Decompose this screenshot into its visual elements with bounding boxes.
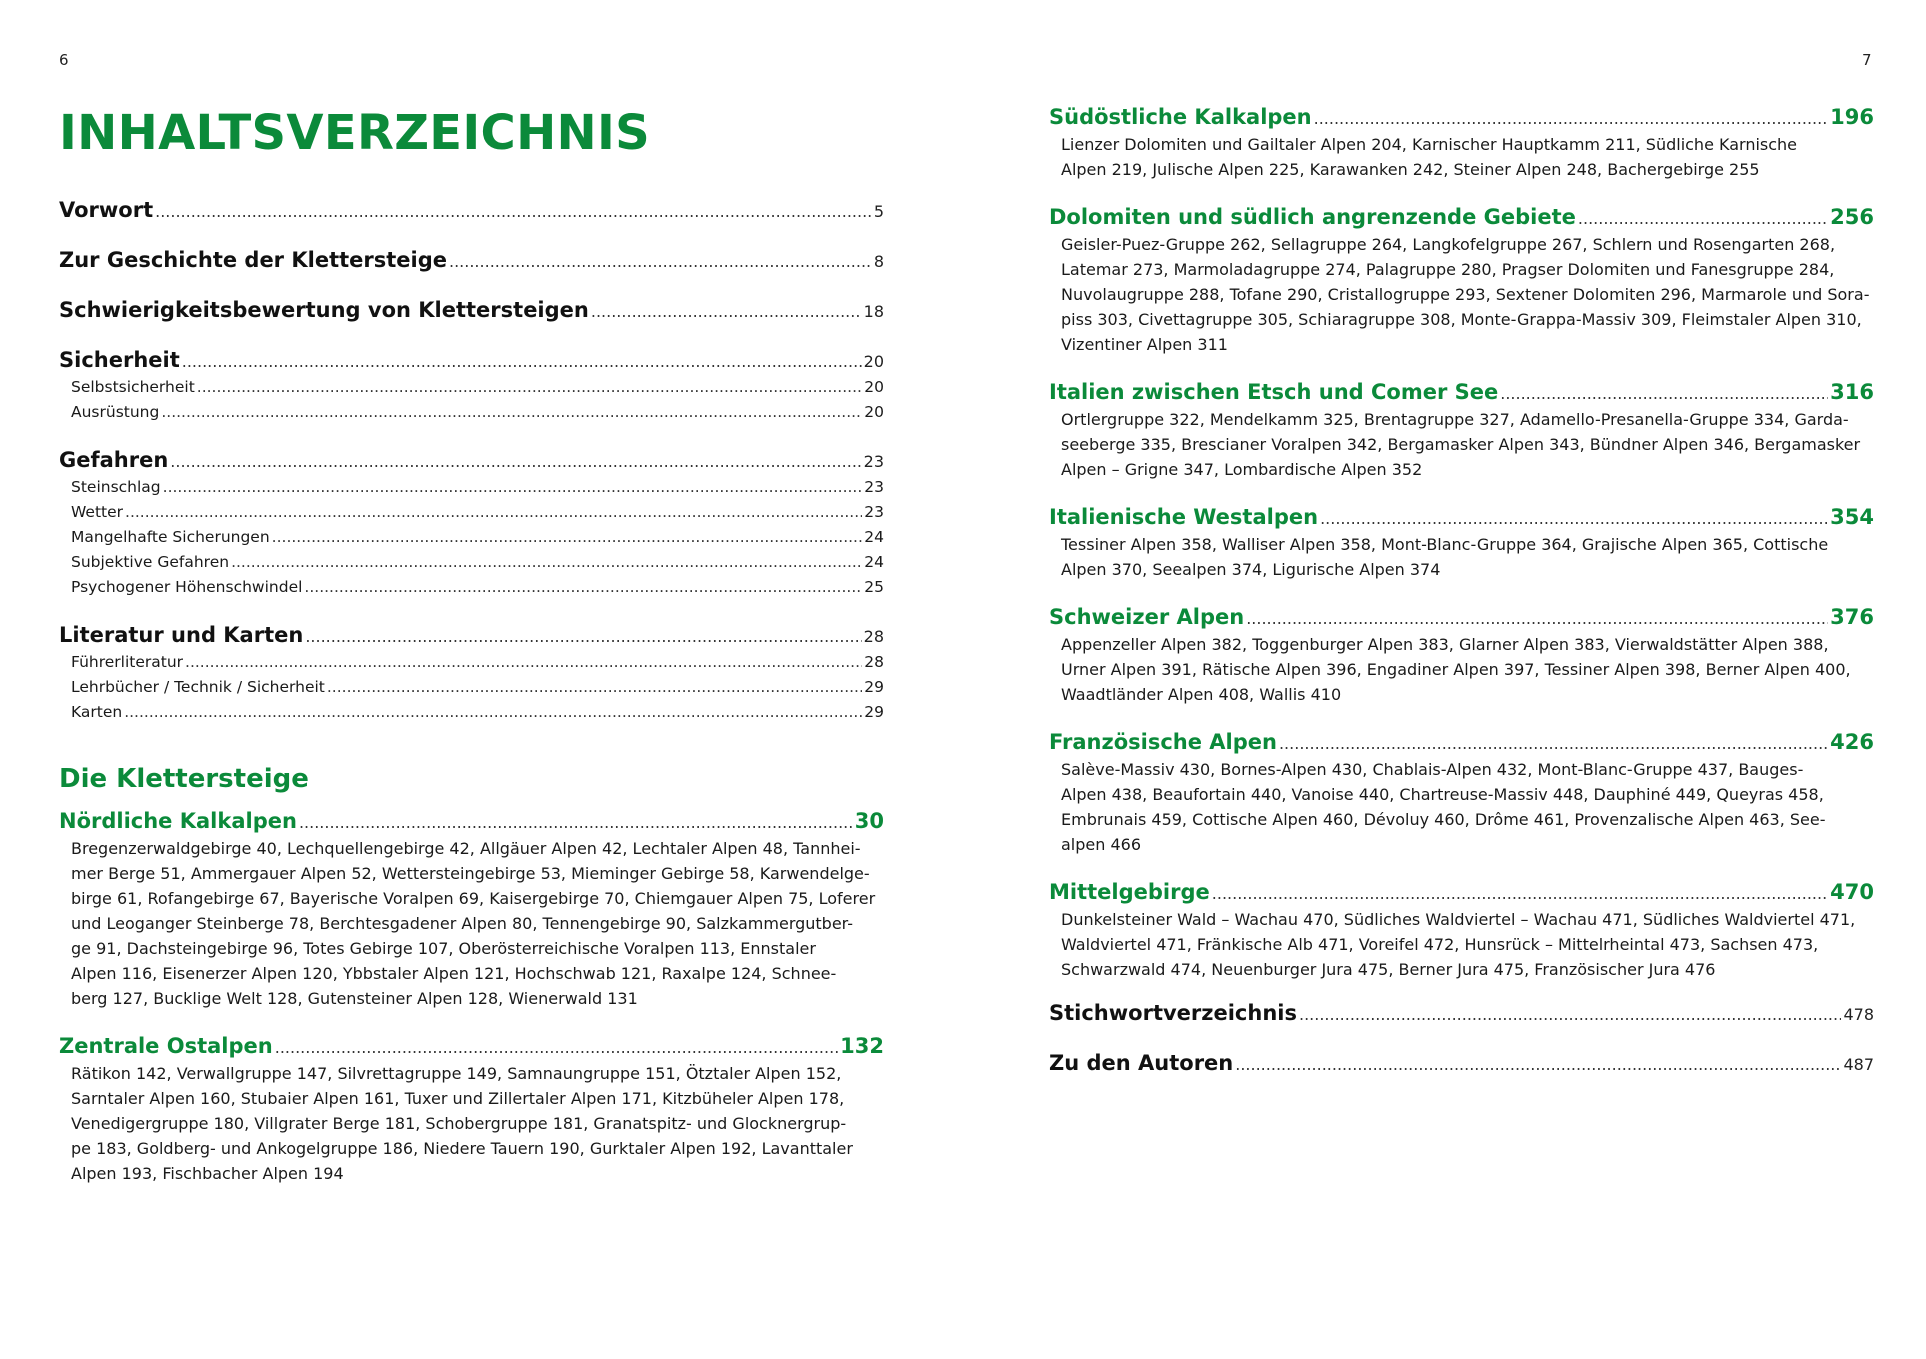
- right-page-toc: [1049, 102, 1874, 1078]
- entry-label: Südöstliche Kalkalpen: [1049, 105, 1312, 129]
- dot-leader: [449, 247, 872, 275]
- entry-label: Mangelhafte Sicherungen: [71, 528, 270, 546]
- dot-leader: [231, 550, 862, 575]
- dot-leader: [1320, 504, 1828, 532]
- section-entry[interactable]: [1049, 602, 1874, 632]
- dot-leader: [182, 347, 862, 375]
- region-list-line: Tessiner Alpen 358, Walliser Alpen 358, Mont-Blanc-Gruppe 364, Grajische Alpen 365, Cottische: [1061, 535, 1829, 554]
- entry-page-number: 23: [864, 503, 884, 521]
- toc-entry[interactable]: [1049, 1048, 1874, 1078]
- entry-label: Gefahren: [59, 448, 169, 472]
- section-title: Die Klettersteige: [59, 764, 309, 794]
- entry-page-number: 256: [1830, 205, 1874, 229]
- toc-subentry[interactable]: [59, 375, 884, 400]
- region-list: [1049, 532, 1874, 582]
- entry-label: Karten: [71, 703, 123, 721]
- region-list-line: Embrunais 459, Cottische Alpen 460, Dévoluy 460, Drôme 461, Provenzalische Alpen 463, See-: [1061, 810, 1826, 829]
- region-list-line: Alpen 116, Eisenerzer Alpen 120, Ybbstaler Alpen 121, Hochschwab 121, Raxalpe 124, Schnee-: [71, 964, 837, 983]
- toc-entry[interactable]: [1049, 998, 1874, 1028]
- region-list-line: Bregenzerwaldgebirge 40, Lechquellengebirge 42, Allgäuer Alpen 42, Lechtaler Alpen 48, Tannhei-: [71, 839, 861, 858]
- entry-label: Italienische Westalpen: [1049, 505, 1319, 529]
- entry-page-number: 30: [854, 809, 884, 833]
- region-list-line: Ortlergruppe 322, Mendelkamm 325, Brentagruppe 327, Adamello-Presanella-Gruppe 334, Garda-: [1061, 410, 1849, 429]
- entry-page-number: 25: [864, 578, 884, 596]
- entry-label: Zentrale Ostalpen: [59, 1034, 273, 1058]
- section-entry[interactable]: [59, 806, 884, 836]
- region-list-line: Waldviertel 471, Fränkische Alb 471, Voreifel 472, Hunsrück – Mittelrheintal 473, Sachsen 473,: [1061, 935, 1819, 954]
- dot-leader: [1279, 729, 1828, 757]
- entry-page-number: 426: [1830, 730, 1874, 754]
- entry-page-number: 354: [1830, 505, 1874, 529]
- entry-label: Mittelgebirge: [1049, 880, 1210, 904]
- entry-label: Dolomiten und südlich angrenzende Gebiete: [1049, 205, 1576, 229]
- entry-label: Schweizer Alpen: [1049, 605, 1245, 629]
- left-page-toc: [59, 98, 884, 1186]
- toc-subentry[interactable]: [59, 675, 884, 700]
- toc-subentry[interactable]: [59, 500, 884, 525]
- entry-label: Vorwort: [59, 198, 154, 222]
- region-list: [1049, 407, 1874, 482]
- region-list-line: Schwarzwald 474, Neuenburger Jura 475, Berner Jura 475, Französischer Jura 476: [1061, 960, 1716, 979]
- region-list-line: Rätikon 142, Verwallgruppe 147, Silvrettagruppe 149, Samnaungruppe 151, Ötztaler Alpen 152,: [71, 1064, 842, 1083]
- dot-leader: [1314, 104, 1829, 132]
- dot-leader: [272, 525, 863, 550]
- toc-entry[interactable]: [59, 295, 884, 325]
- entry-page-number: 316: [1830, 380, 1874, 404]
- region-list-line: Appenzeller Alpen 382, Toggenburger Alpen 383, Glarner Alpen 383, Vierwaldstätter Alpen 388,: [1061, 635, 1829, 654]
- dot-leader: [1246, 604, 1828, 632]
- region-list-line: pe 183, Goldberg- und Ankogelgruppe 186, Niedere Tauern 190, Gurktaler Alpen 192, Lavanttaler: [71, 1139, 853, 1158]
- entry-label: Literatur und Karten: [59, 623, 304, 647]
- dot-leader: [161, 400, 862, 425]
- entry-page-number: 23: [864, 478, 884, 496]
- entry-page-number: 20: [864, 403, 884, 421]
- entry-label: Steinschlag: [71, 478, 161, 496]
- entry-label: Sicherheit: [59, 348, 180, 372]
- toc-entry[interactable]: [59, 620, 884, 650]
- general-entries: [59, 195, 884, 725]
- dot-leader: [163, 475, 863, 500]
- page-number-left: 6: [59, 51, 69, 69]
- dot-leader: [304, 575, 862, 600]
- region-list-line: Geisler-Puez-Gruppe 262, Sellagruppe 264, Langkofelgruppe 267, Schlern und Rosengarten 268,: [1061, 235, 1836, 254]
- region-list-line: Alpen 370, Seealpen 374, Ligurische Alpen 374: [1061, 560, 1441, 579]
- region-list: [59, 1061, 884, 1186]
- toc-title: INHALTSVERZEICHNIS: [59, 105, 651, 161]
- toc-entry[interactable]: [59, 245, 884, 275]
- entry-page-number: 29: [864, 703, 884, 721]
- section-entry[interactable]: [1049, 377, 1874, 407]
- entry-page-number: 18: [863, 302, 884, 321]
- toc-subentry[interactable]: [59, 700, 884, 725]
- region-list-line: Venedigergruppe 180, Villgrater Berge 181, Schobergruppe 181, Granatspitz- und Glocknergrup-: [71, 1114, 847, 1133]
- region-list-line: Sarntaler Alpen 160, Stubaier Alpen 161, Tuxer und Zillertaler Alpen 171, Kitzbüheler Alpen 178,: [71, 1089, 845, 1108]
- dot-leader: [305, 622, 861, 650]
- entry-label: Schwierigkeitsbewertung von Klettersteigen: [59, 298, 589, 322]
- entry-page-number: 5: [873, 202, 884, 221]
- region-list-line: Waadtländer Alpen 408, Wallis 410: [1061, 685, 1342, 704]
- entry-label: Lehrbücher / Technik / Sicherheit: [71, 678, 325, 696]
- entry-page-number: 28: [864, 653, 884, 671]
- entry-page-number: 478: [1843, 1005, 1874, 1024]
- toc-subentry[interactable]: [59, 575, 884, 600]
- dot-leader: [1212, 879, 1828, 907]
- entry-page-number: 8: [873, 252, 884, 271]
- entry-label: Subjektive Gefahren: [71, 553, 230, 571]
- region-list-line: Lienzer Dolomiten und Gailtaler Alpen 204, Karnischer Hauptkamm 211, Südliche Karnische: [1061, 135, 1798, 154]
- section-entry[interactable]: [59, 1031, 884, 1061]
- dot-leader: [1299, 1000, 1841, 1028]
- entry-page-number: 132: [840, 1034, 884, 1058]
- dot-leader: [125, 500, 862, 525]
- entry-label: Italien zwischen Etsch und Comer See: [1049, 380, 1499, 404]
- region-list-line: Alpen – Grigne 347, Lombardische Alpen 352: [1061, 460, 1423, 479]
- toc-subentry[interactable]: [59, 550, 884, 575]
- entry-label: Psychogener Höhenschwindel: [71, 578, 303, 596]
- dot-leader: [170, 447, 861, 475]
- region-list-line: Vizentiner Alpen 311: [1061, 335, 1228, 354]
- region-list: [1049, 232, 1874, 357]
- dot-leader: [591, 297, 862, 325]
- entry-label: Französische Alpen: [1049, 730, 1277, 754]
- entry-page-number: 28: [863, 627, 884, 646]
- region-list-line: Alpen 438, Beaufortain 440, Vanoise 440, Chartreuse-Massiv 448, Dauphiné 449, Queyras 458,: [1061, 785, 1824, 804]
- section-entry[interactable]: [1049, 202, 1874, 232]
- region-list-line: seeberge 335, Brescianer Voralpen 342, Bergamasker Alpen 343, Bündner Alpen 346, Bergamasker: [1061, 435, 1861, 454]
- entry-page-number: 20: [864, 378, 884, 396]
- dot-leader: [124, 700, 862, 725]
- section-entry[interactable]: [1049, 877, 1874, 907]
- toc-subentry[interactable]: [59, 475, 884, 500]
- entry-page-number: 24: [864, 528, 884, 546]
- dot-leader: [197, 375, 862, 400]
- dot-leader: [1500, 379, 1828, 407]
- region-list-line: Alpen 219, Julische Alpen 225, Karawanken 242, Steiner Alpen 248, Bachergebirge 255: [1061, 160, 1760, 179]
- section-entry[interactable]: [1049, 727, 1874, 757]
- toc-entry[interactable]: [59, 445, 884, 475]
- region-list-line: Urner Alpen 391, Rätische Alpen 396, Engadiner Alpen 397, Tessiner Alpen 398, Berner Alpen 400,: [1061, 660, 1851, 679]
- region-list-line: Alpen 193, Fischbacher Alpen 194: [71, 1164, 344, 1183]
- entry-page-number: 196: [1830, 105, 1874, 129]
- dot-leader: [155, 197, 872, 225]
- region-list-line: Nuvolaugruppe 288, Tofane 290, Cristallogruppe 293, Sextener Dolomiten 296, Marmarole und Sora-: [1061, 285, 1870, 304]
- region-list-line: Dunkelsteiner Wald – Wachau 470, Südliches Waldviertel – Wachau 471, Südliches Waldviertel 471,: [1061, 910, 1856, 929]
- region-list: [59, 836, 884, 1011]
- region-list-line: Salève-Massiv 430, Bornes-Alpen 430, Chablais-Alpen 432, Mont-Blanc-Gruppe 437, Bauges-: [1061, 760, 1804, 779]
- region-list-line: piss 303, Civettagruppe 305, Schiaragruppe 308, Monte-Grappa-Massiv 309, Fleimstaler Alpen 310,: [1061, 310, 1862, 329]
- entry-page-number: 487: [1843, 1055, 1874, 1074]
- toc-subentry[interactable]: [59, 650, 884, 675]
- toc-subentry[interactable]: [59, 400, 884, 425]
- dot-leader: [275, 1033, 838, 1061]
- entry-page-number: 24: [864, 553, 884, 571]
- left-region-sections: [59, 806, 884, 1186]
- dot-leader: [1578, 204, 1828, 232]
- dot-leader: [185, 650, 862, 675]
- region-list: [1049, 757, 1874, 857]
- region-list: [1049, 132, 1874, 182]
- dot-leader: [327, 675, 862, 700]
- region-list-line: birge 61, Rofangebirge 67, Bayerische Voralpen 69, Kaisergebirge 70, Chiemgauer Alpen 75, Loferer: [71, 889, 876, 908]
- toc-entry[interactable]: [59, 195, 884, 225]
- entry-label: Zur Geschichte der Klettersteige: [59, 248, 447, 272]
- entry-label: Nördliche Kalkalpen: [59, 809, 297, 833]
- region-list-line: und Leoganger Steinberge 78, Berchtesgadener Alpen 80, Tennengebirge 90, Salzkammergutber-: [71, 914, 854, 933]
- entry-page-number: 23: [863, 452, 884, 471]
- region-list: [1049, 632, 1874, 707]
- appendix-entries: [1049, 998, 1874, 1078]
- entry-page-number: 20: [863, 352, 884, 371]
- right-region-sections: [1049, 102, 1874, 982]
- entry-label: Führerliteratur: [71, 653, 184, 671]
- page-number-right: 7: [1862, 51, 1872, 69]
- entry-label: Selbstsicherheit: [71, 378, 195, 396]
- entry-page-number: 376: [1830, 605, 1874, 629]
- region-list: [1049, 907, 1874, 982]
- entry-page-number: 29: [864, 678, 884, 696]
- dot-leader: [299, 808, 853, 836]
- region-list-line: Latemar 273, Marmoladagruppe 274, Palagruppe 280, Pragser Dolomiten und Fanesgruppe 284,: [1061, 260, 1835, 279]
- region-list-line: alpen 466: [1061, 835, 1142, 854]
- entry-label: Zu den Autoren: [1049, 1051, 1234, 1075]
- dot-leader: [1235, 1050, 1841, 1078]
- region-list-line: ge 91, Dachsteingebirge 96, Totes Gebirge 107, Oberösterreichische Voralpen 113, Ennstaler: [71, 939, 816, 958]
- region-list-line: berg 127, Bucklige Welt 128, Gutensteiner Alpen 128, Wienerwald 131: [71, 989, 638, 1008]
- section-entry[interactable]: [1049, 502, 1874, 532]
- toc-subentry[interactable]: [59, 525, 884, 550]
- entry-label: Ausrüstung: [71, 403, 160, 421]
- entry-label: Wetter: [71, 503, 124, 521]
- entry-page-number: 470: [1830, 880, 1874, 904]
- region-list-line: mer Berge 51, Ammergauer Alpen 52, Wettersteingebirge 53, Mieminger Gebirge 58, Karwendelge-: [71, 864, 870, 883]
- section-entry[interactable]: [1049, 102, 1874, 132]
- entry-label: Stichwortverzeichnis: [1049, 1001, 1297, 1025]
- toc-entry[interactable]: [59, 345, 884, 375]
